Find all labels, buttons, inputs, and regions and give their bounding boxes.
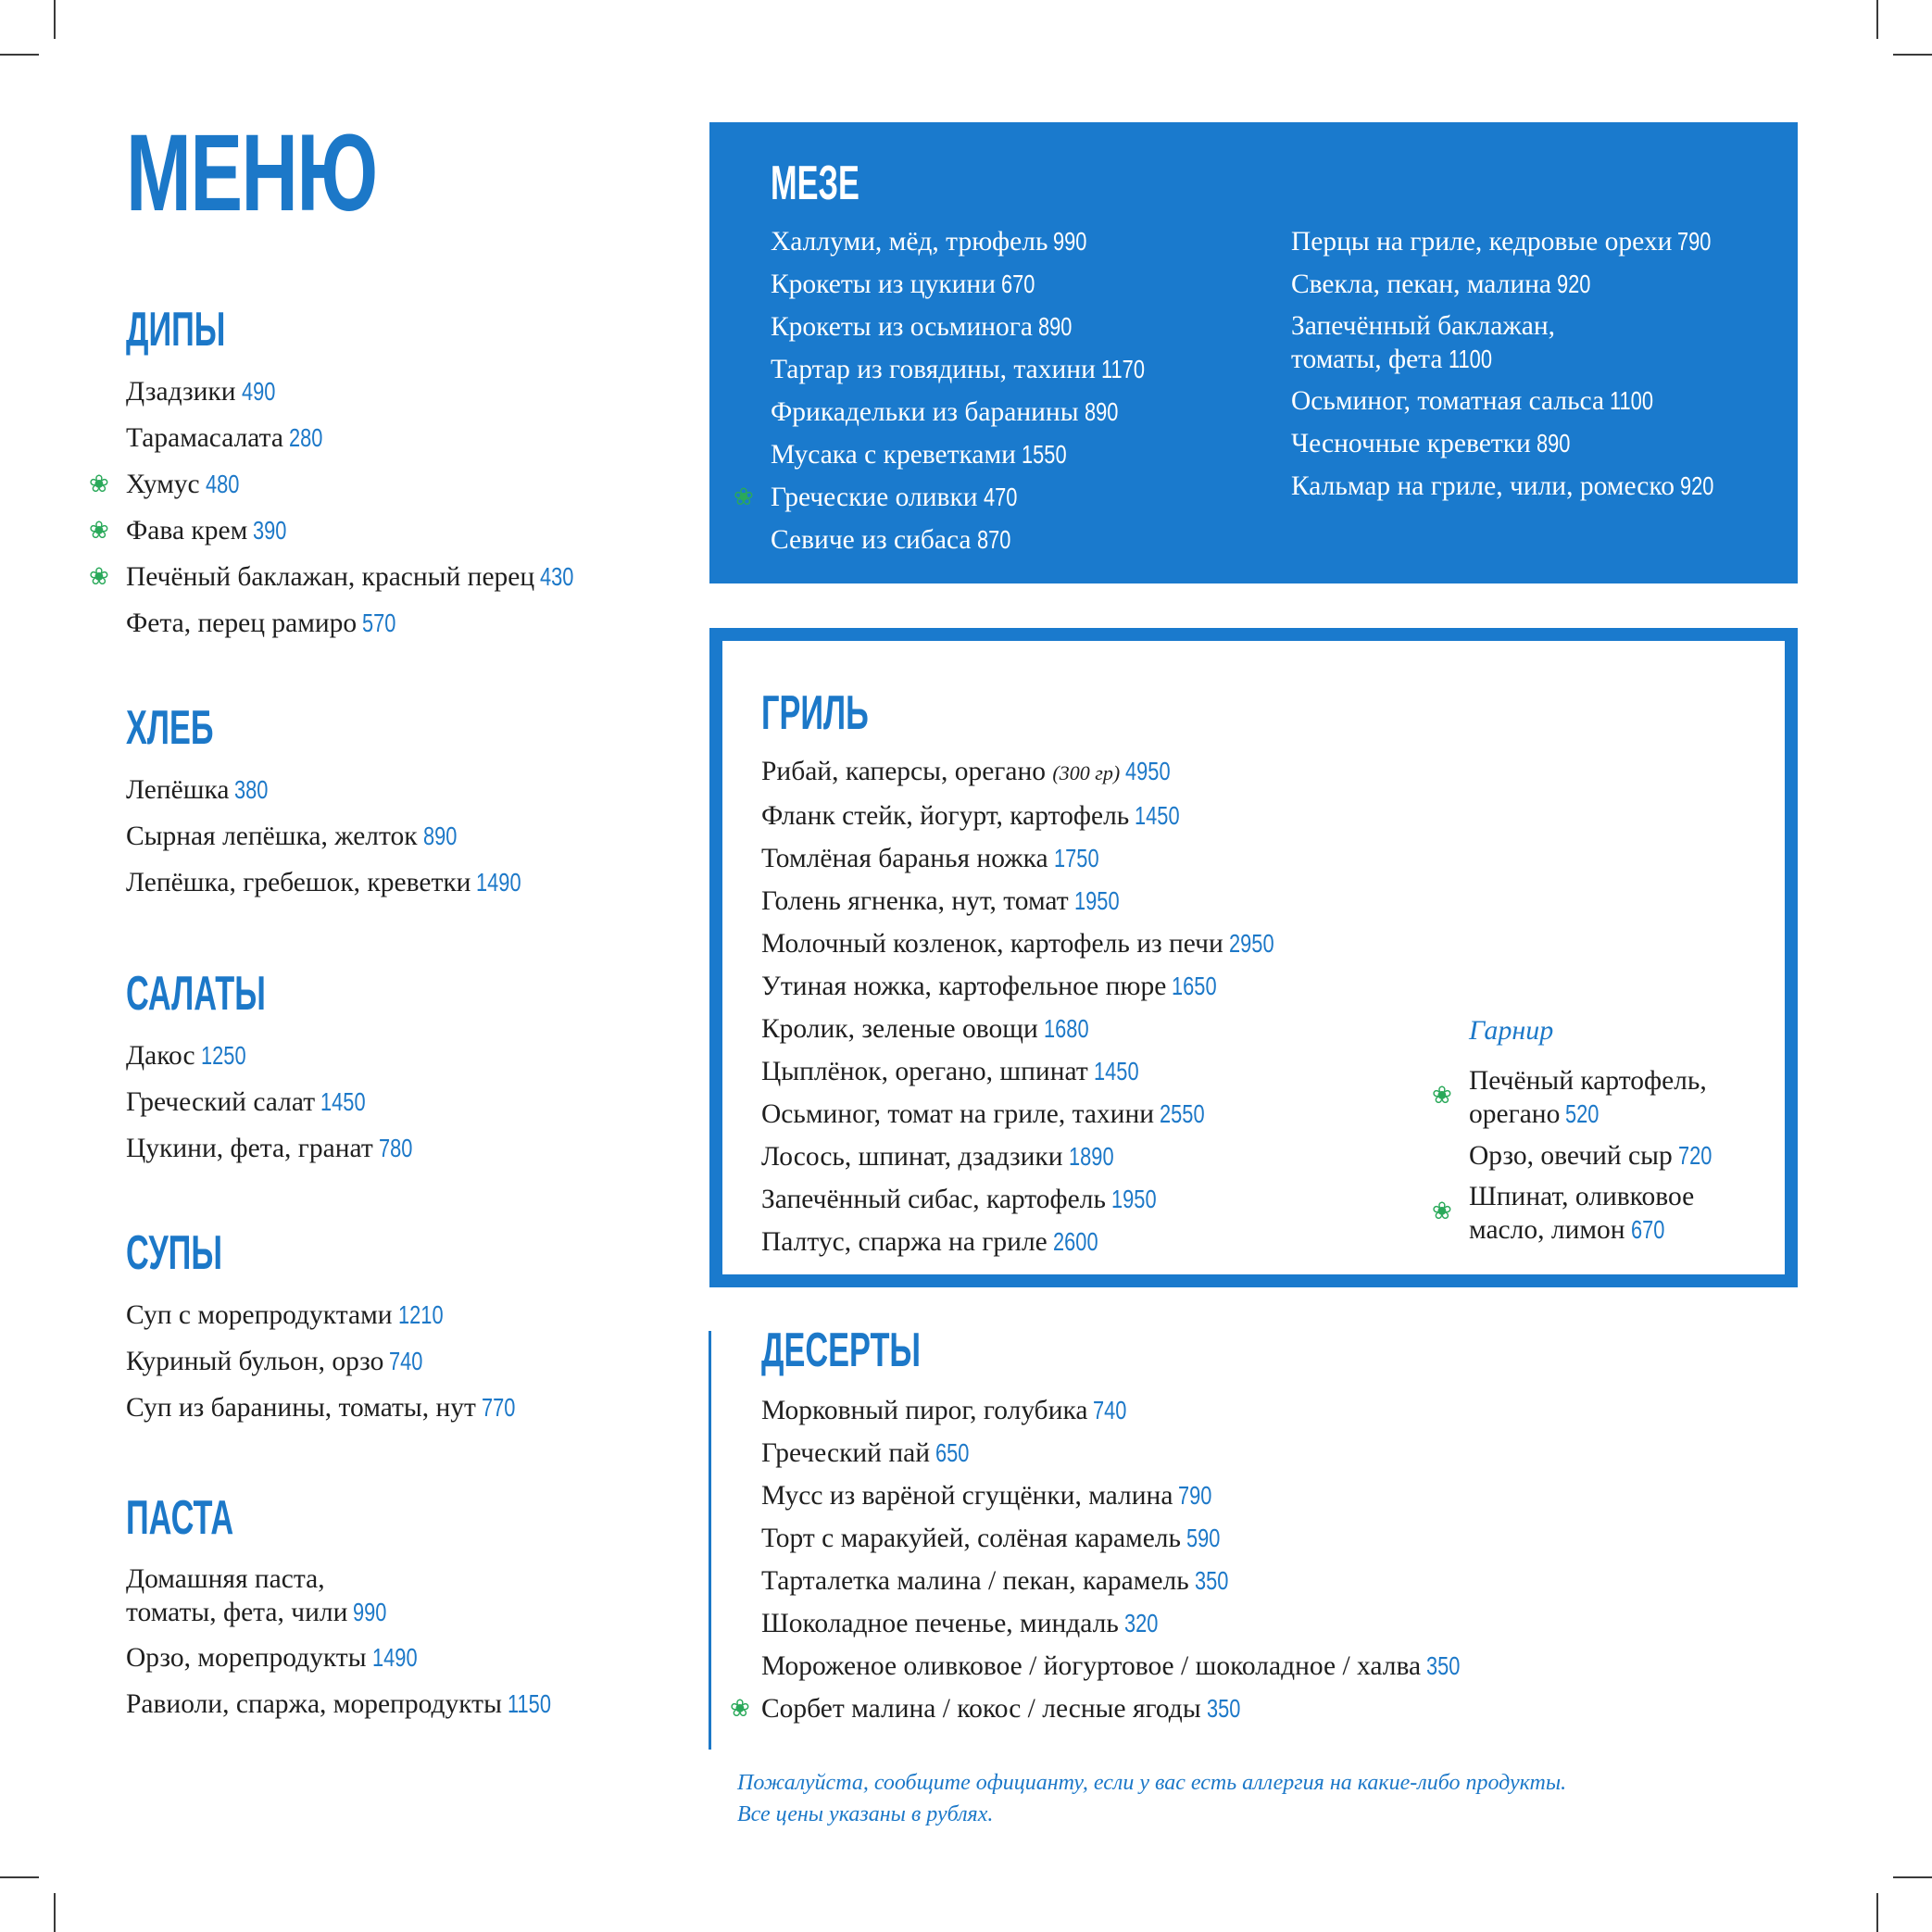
grill-panel — [709, 628, 1798, 1287]
price: 740 — [389, 1347, 423, 1375]
menu-item: Лепёшка, гребешок, креветки 1490 — [126, 865, 534, 900]
section-grill — [761, 686, 1286, 1267]
menu-item: Лосось, шпинат, дзадзики 1890 — [761, 1139, 1286, 1174]
price: 790 — [1178, 1481, 1212, 1510]
section-dips — [89, 303, 583, 652]
price: 280 — [289, 423, 323, 452]
menu-item: Севиче из сибаса 870 — [771, 522, 1157, 558]
menu-item: Цукини, фета, гранат 780 — [126, 1131, 421, 1166]
section-pasta — [126, 1491, 563, 1733]
section-title: ГРИЛЬ — [761, 686, 869, 740]
menu-item: Крокеты из осьминога 890 — [771, 309, 1157, 345]
price: 490 — [241, 377, 275, 406]
leaf-icon: ❀ — [1432, 1082, 1452, 1110]
price: 890 — [1084, 397, 1118, 426]
price: 720 — [1677, 1141, 1712, 1170]
price: 920 — [1679, 471, 1714, 500]
menu-item: Фрикадельки из баранины 890 — [771, 395, 1157, 430]
price: 2950 — [1228, 929, 1274, 958]
price: 350 — [1194, 1566, 1229, 1595]
section-title: МЕЗЕ — [771, 157, 859, 210]
price: 670 — [1630, 1215, 1665, 1244]
price: 480 — [205, 470, 240, 498]
leaf-icon: ❀ — [89, 470, 109, 498]
menu-item: Томлёная баранья ножка 1750 — [761, 841, 1286, 876]
price: 1450 — [320, 1087, 366, 1116]
leaf-icon: ❀ — [1432, 1198, 1452, 1225]
menu-item: Торт с маракуйей, солёная карамель 590 — [761, 1521, 1470, 1556]
menu-item: Утиная ножка, картофельное пюре 1650 — [761, 969, 1286, 1004]
page-title: МЕНЮ — [126, 112, 377, 234]
menu-item: Халлуми, мёд, трюфель 990 — [771, 224, 1157, 259]
menu-item: Суп из баранины, томаты, нут 770 — [126, 1390, 525, 1425]
crop-mark — [1893, 1876, 1932, 1878]
allergy-note — [737, 1767, 1566, 1830]
menu-item: Кальмар на гриле, чили, ромеско 920 — [1291, 469, 1724, 504]
crop-mark — [54, 1893, 56, 1932]
leaf-icon: ❀ — [89, 517, 109, 545]
menu-item: Греческий салат 1450 — [126, 1085, 421, 1120]
menu-item: Орзо, морепродукты 1490 — [126, 1640, 563, 1675]
price: 350 — [1426, 1651, 1461, 1680]
section-bread — [126, 701, 534, 911]
price: 1750 — [1053, 844, 1099, 872]
price: 1100 — [1448, 345, 1492, 373]
crop-mark — [1876, 0, 1878, 39]
price: 890 — [1536, 429, 1571, 458]
price: 890 — [1038, 312, 1073, 341]
price: 350 — [1206, 1694, 1241, 1723]
menu-item: Осьминог, томатная сальса 1100 — [1291, 383, 1724, 419]
leaf-icon: ❀ — [734, 483, 754, 511]
crop-mark — [0, 54, 39, 56]
menu-item: ❀ Печёный картофель, орегано 520 — [1432, 1066, 1707, 1129]
price: 1250 — [200, 1041, 246, 1070]
price: 1680 — [1043, 1014, 1089, 1043]
price: 1950 — [1110, 1185, 1157, 1213]
crop-mark — [1876, 1893, 1878, 1932]
menu-item: Цыплёнок, орегано, шпинат 1450 — [761, 1054, 1286, 1089]
price: 770 — [481, 1393, 516, 1422]
price: 1210 — [397, 1300, 444, 1329]
price: 990 — [353, 1598, 387, 1626]
price: 1550 — [1021, 440, 1067, 469]
section-title: СУПЫ — [126, 1226, 222, 1280]
menu-item: ❀ Шпинат, оливковое масло, лимон 670 — [1432, 1182, 1695, 1245]
price: 4950 — [1125, 757, 1171, 785]
price: 390 — [253, 516, 287, 545]
menu-item: Крокеты из цукини 670 — [771, 267, 1157, 302]
price: 590 — [1186, 1524, 1221, 1552]
price: 430 — [540, 562, 574, 591]
price: 320 — [1123, 1609, 1159, 1637]
section-title: ХЛЕБ — [126, 701, 214, 755]
menu-item: Запечённый баклажан, томаты, фета 1100 — [1291, 311, 1556, 374]
section-desserts — [730, 1324, 1470, 1734]
menu-item: Молочный козленок, картофель из печи 2950 — [761, 926, 1286, 961]
menu-item: Перцы на гриле, кедровые орехи 790 — [1291, 224, 1724, 259]
menu-item: ❀ Сорбет малина / кокос / лесные ягоды 350 — [761, 1691, 1470, 1726]
price: 470 — [983, 483, 1018, 511]
price: 1450 — [1093, 1057, 1139, 1085]
menu-item: Равиоли, спаржа, морепродукты 1150 — [126, 1687, 563, 1722]
section-meze — [734, 157, 1157, 565]
menu-item: ❀ Хумус 480 — [126, 467, 583, 502]
menu-item: Мороженое оливковое / йогуртовое / шоколадное / халва 350 — [761, 1649, 1470, 1684]
menu-item: Фета, перец рамиро 570 — [126, 606, 583, 641]
meze-panel — [709, 122, 1798, 583]
meze-right-column — [1291, 224, 1724, 511]
menu-item: Морковный пирог, голубика 740 — [761, 1393, 1470, 1428]
menu-item: Кролик, зеленые овощи 1680 — [761, 1011, 1286, 1047]
price: 1950 — [1073, 886, 1120, 915]
menu-item: Палтус, спаржа на гриле 2600 — [761, 1224, 1286, 1260]
menu-item: Лепёшка 380 — [126, 772, 534, 808]
price: 1170 — [1100, 355, 1145, 383]
menu-item: Дзадзики 490 — [126, 374, 583, 409]
menu-item: Шоколадное печенье, миндаль 320 — [761, 1606, 1470, 1641]
section-sides — [1432, 1015, 1721, 1254]
menu-item: Тарамасалата 280 — [126, 420, 583, 456]
leaf-icon: ❀ — [89, 563, 109, 591]
price: 2600 — [1052, 1227, 1098, 1256]
menu-item: Фланк стейк, йогурт, картофель 1450 — [761, 798, 1286, 834]
price: 2550 — [1160, 1099, 1205, 1128]
price: 1150 — [507, 1689, 551, 1718]
footer-line: Пожалуйста, сообщите официанту, если у вас есть аллергия на какие-либо продукты. — [737, 1771, 1567, 1795]
section-soups — [126, 1226, 525, 1436]
price: 670 — [1001, 270, 1035, 298]
price: 1490 — [371, 1643, 418, 1672]
price: 990 — [1053, 227, 1087, 256]
menu-item: ❀ Фава крем 390 — [126, 513, 583, 548]
section-title: ДИПЫ — [126, 303, 226, 357]
price: 650 — [935, 1438, 970, 1467]
price: 1890 — [1068, 1142, 1114, 1171]
price: 780 — [378, 1134, 413, 1162]
section-salads — [126, 967, 421, 1177]
menu-item: Дакос 1250 — [126, 1038, 421, 1073]
price: 570 — [362, 608, 396, 637]
menu-item: Мусс из варёной сгущёнки, малина 790 — [761, 1478, 1470, 1513]
menu-item: Куриный бульон, орзо 740 — [126, 1344, 525, 1379]
menu-item: Чесночные креветки 890 — [1291, 426, 1724, 461]
menu-item: ❀ Печёный баклажан, красный перец 430 — [126, 559, 583, 595]
price: 890 — [422, 822, 458, 850]
menu-item: Осьминог, томат на гриле, тахини 2550 — [761, 1097, 1286, 1132]
price: 520 — [1565, 1099, 1600, 1128]
crop-mark — [1893, 54, 1932, 56]
menu-item: Орзо, овечий сыр 720 — [1469, 1138, 1721, 1173]
price: 870 — [976, 525, 1010, 554]
price: 1490 — [476, 868, 522, 897]
menu-item: Рибай, каперсы, орегано (300 гр) 4950 — [761, 754, 1286, 791]
leaf-icon: ❀ — [730, 1695, 750, 1723]
price: 1650 — [1172, 972, 1217, 1000]
sides-title: Гарнир — [1469, 1015, 1554, 1046]
divider — [709, 1331, 711, 1750]
menu-item: Греческий пай 650 — [761, 1436, 1470, 1471]
price: 740 — [1093, 1396, 1127, 1424]
section-title: САЛАТЫ — [126, 967, 266, 1021]
price: 790 — [1677, 227, 1712, 256]
footer-line: Все цены указаны в рублях. — [737, 1802, 994, 1826]
crop-mark — [0, 1876, 39, 1878]
menu-item: Мусака с креветками 1550 — [771, 437, 1157, 472]
portion-note: (300 гр) — [1052, 761, 1121, 784]
price: 920 — [1557, 270, 1591, 298]
menu-item: Голень ягненка, нут, томат 1950 — [761, 884, 1286, 919]
price: 1450 — [1135, 801, 1180, 830]
section-title: ПАСТА — [126, 1491, 234, 1545]
menu-item: Тартар из говядины, тахини 1170 — [771, 352, 1157, 387]
price: 1100 — [1610, 386, 1654, 415]
menu-item: Суп с морепродуктами 1210 — [126, 1298, 525, 1333]
menu-item: Сырная лепёшка, желток 890 — [126, 819, 534, 854]
menu-item: Запечённый сибас, картофель 1950 — [761, 1182, 1286, 1217]
menu-item: Тарталетка малина / пекан, карамель 350 — [761, 1563, 1470, 1599]
section-title: ДЕСЕРТЫ — [761, 1324, 922, 1377]
menu-item: Домашняя паста, томаты, фета, чили 990 — [126, 1564, 387, 1627]
menu-item: ❀ Греческие оливки 470 — [771, 480, 1157, 515]
menu-item: Свекла, пекан, малина 920 — [1291, 267, 1724, 302]
crop-mark — [54, 0, 56, 39]
price: 380 — [234, 775, 269, 804]
